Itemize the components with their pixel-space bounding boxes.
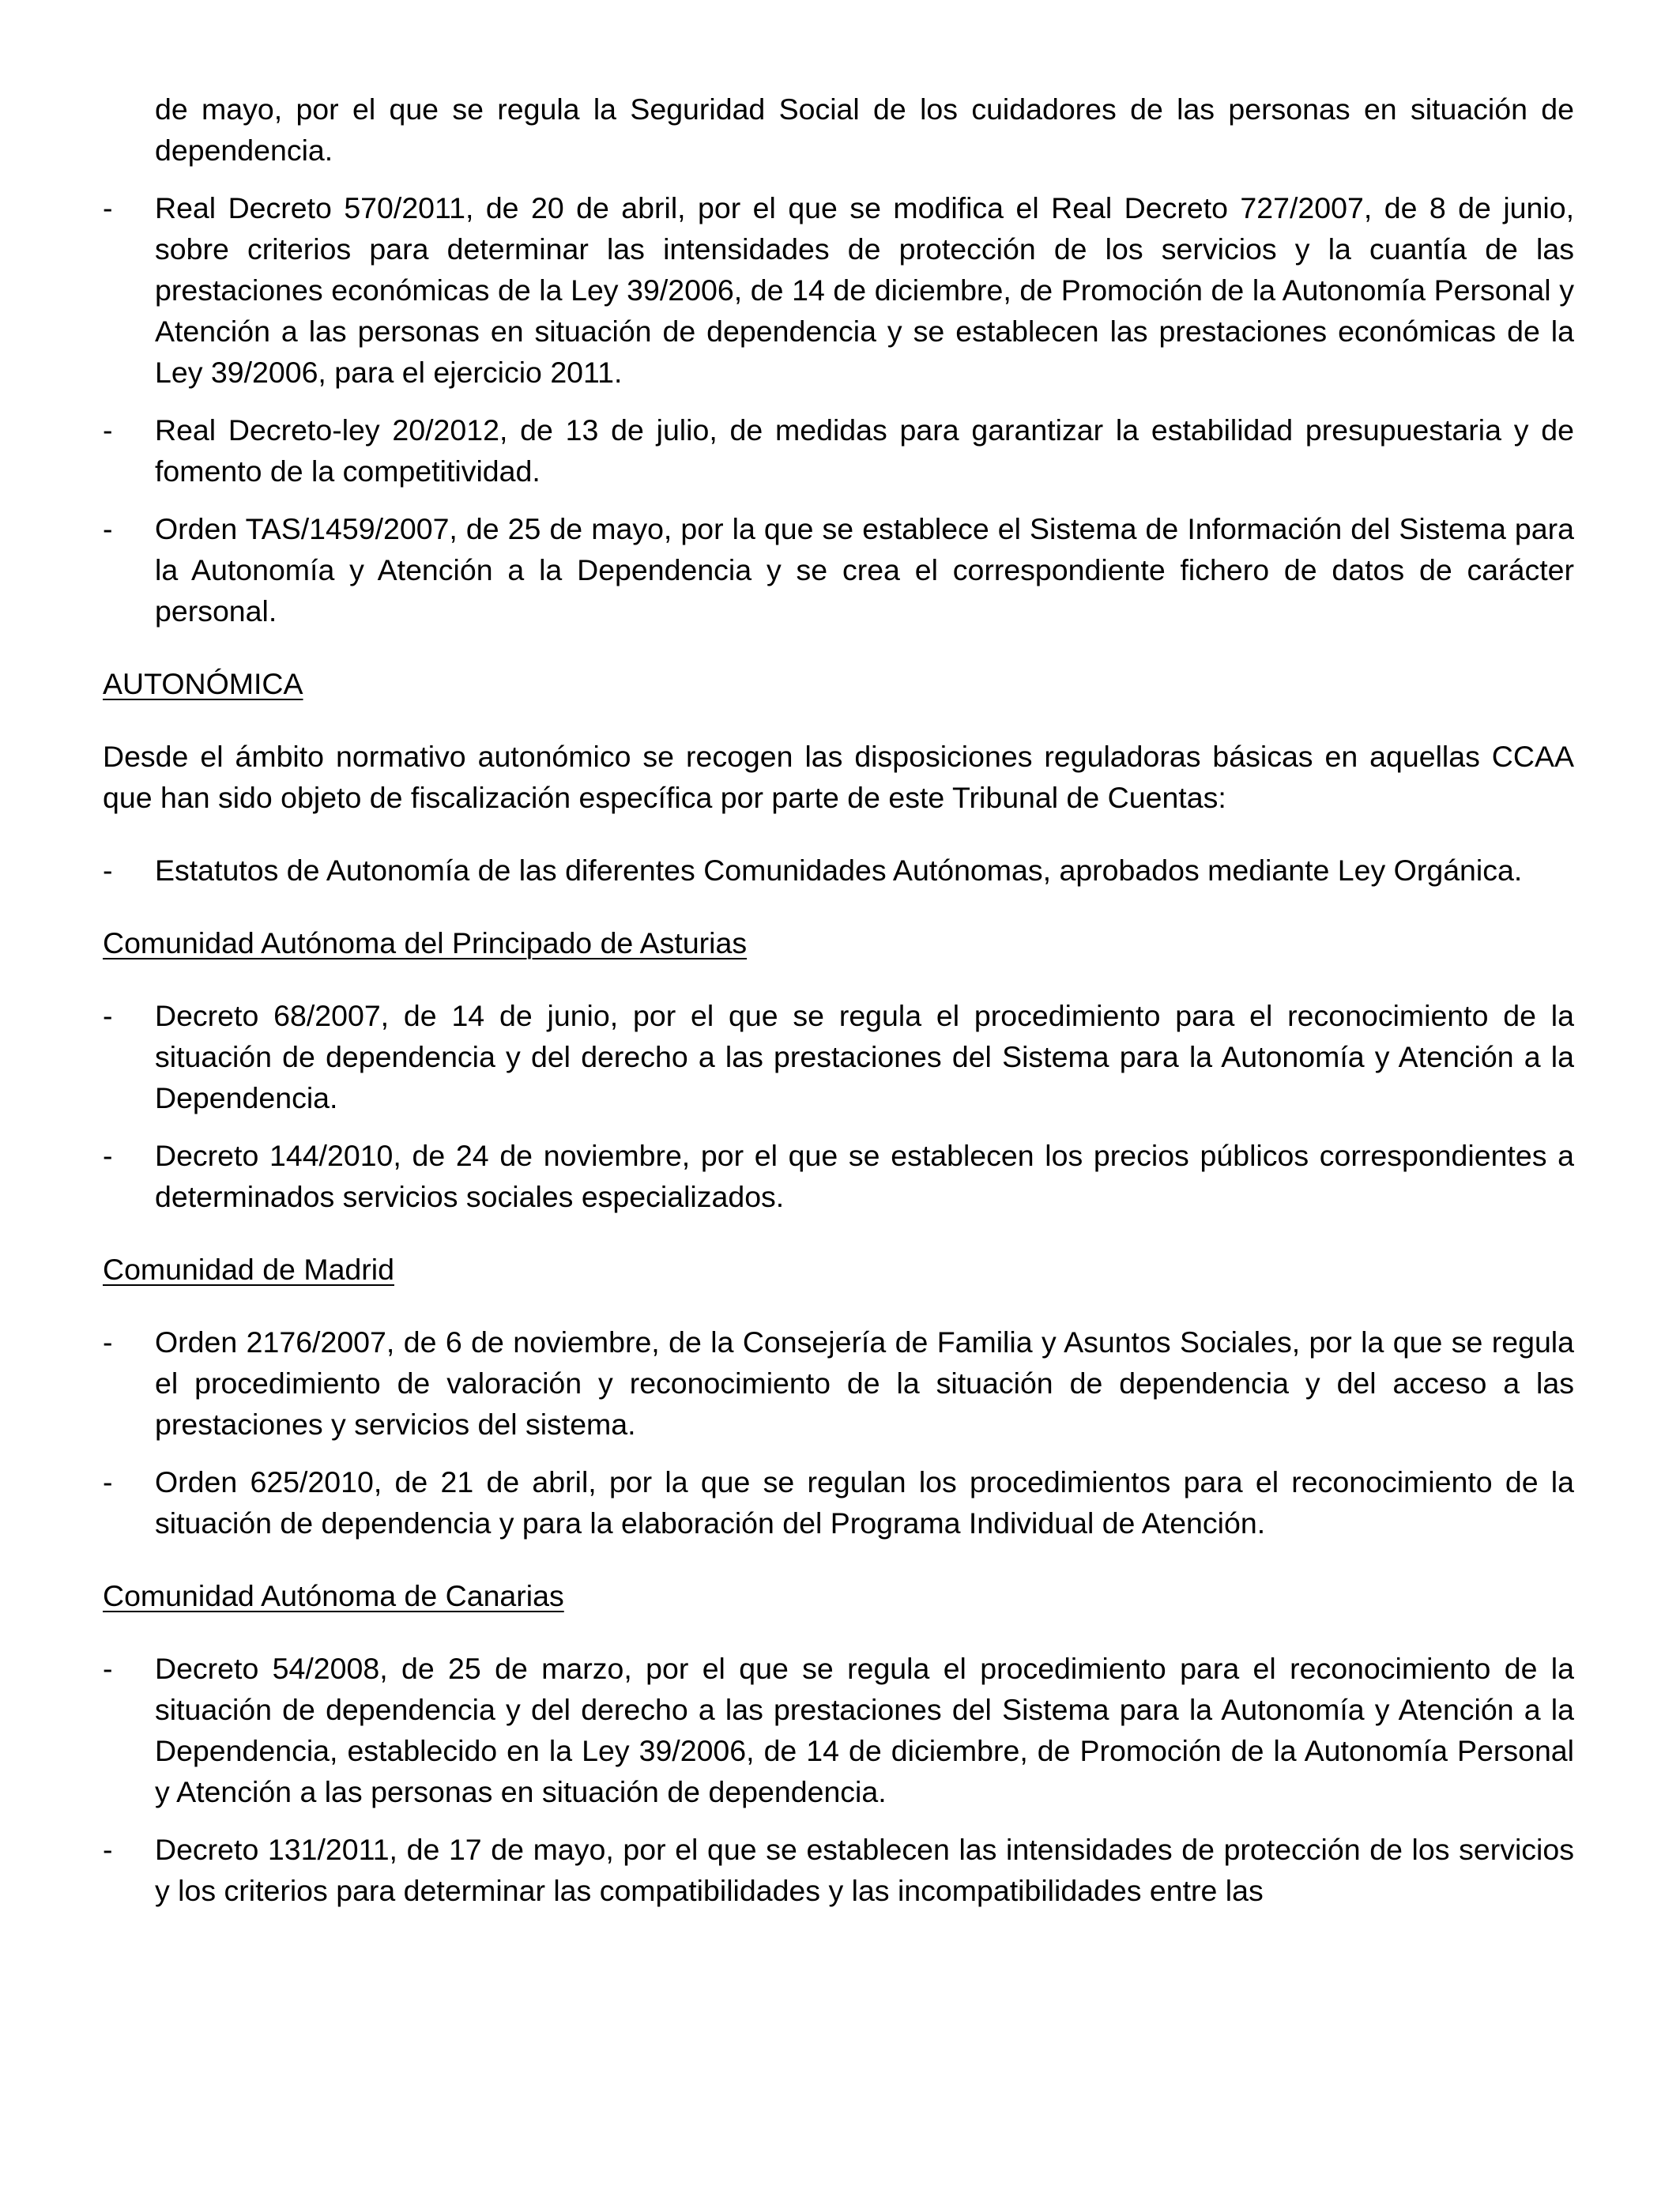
list-item bbox=[103, 1135, 1574, 1217]
bullet-dash: - bbox=[103, 854, 113, 887]
section-heading-asturias: Comunidad Autónoma del Principado de Asturias bbox=[103, 926, 748, 959]
bullet-dash: - bbox=[103, 512, 113, 545]
bullet-dash: - bbox=[103, 1465, 113, 1498]
list-item bbox=[103, 508, 1574, 631]
list-item-text: Decreto 54/2008, de 25 de marzo, por el que se regula el procedimiento para el reconocimiento de la situación de dependencia y del derecho a las prestaciones del Sistema para la Autonomía y Atención a la Dependencia, establecido en la Ley 39/2006, de 14 de diciembre, de Promoción de la Autonomía Personal y Atención a las personas en situación de dependencia. bbox=[155, 1652, 1574, 1808]
document-page bbox=[103, 89, 1574, 1911]
list-item-text: Real Decreto 570/2011, de 20 de abril, por el que se modifica el Real Decreto 727/2007, de 8 de junio, sobre criterios para determinar las intensidades de protección de los servicios y la cuantía de las prestaciones económicas de la Ley 39/2006, de 14 de diciembre, de Promoción de la Autonomía Personal y Atención a las personas en situación de dependencia y se establecen las prestaciones económicas de la Ley 39/2006, para el ejercicio 2011. bbox=[155, 191, 1574, 389]
intro-paragraph: Desde el ámbito normativo autonómico se recogen las disposiciones reguladoras básicas en aquellas CCAA que han sido objeto de fiscalización específica por parte de este Tribunal de Cuentas: bbox=[103, 740, 1574, 814]
list-item-text: Orden 2176/2007, de 6 de noviembre, de la Consejería de Familia y Asuntos Sociales, por la que se regula el procedimiento de valoración y reconocimiento de la situación de dependencia y del acceso a las prestaciones y servicios del sistema. bbox=[155, 1325, 1574, 1441]
bullet-dash: - bbox=[103, 413, 113, 447]
list-item-text: Decreto 68/2007, de 14 de junio, por el que se regula el procedimiento para el reconocimiento de la situación de dependencia y del derecho a las prestaciones del Sistema para la Autonomía y Atención a la Dependencia. bbox=[155, 999, 1574, 1114]
list-item bbox=[103, 1648, 1574, 1812]
bullet-dash: - bbox=[103, 999, 113, 1032]
list-item-text: Orden 625/2010, de 21 de abril, por la que se regulan los procedimientos para el reconocimiento de la situación de dependencia y para la elaboración del Programa Individual de Atención. bbox=[155, 1465, 1574, 1540]
bullet-dash: - bbox=[103, 1139, 113, 1172]
bullet-dash: - bbox=[103, 191, 113, 224]
bullet-dash: - bbox=[103, 1325, 113, 1359]
list-item bbox=[103, 1461, 1574, 1544]
list-item-text: Real Decreto-ley 20/2012, de 13 de julio, de medidas para garantizar la estabilidad presupuestaria y de fomento de la competitividad. bbox=[155, 413, 1574, 488]
bullet-dash: - bbox=[103, 1652, 113, 1685]
bullet-dash: - bbox=[103, 1833, 113, 1866]
list-item-text: Orden TAS/1459/2007, de 25 de mayo, por la que se establece el Sistema de Información del Sistema para la Autonomía y Atención a la Dependencia y se crea el correspondiente fichero de datos de carácter personal. bbox=[155, 512, 1574, 628]
section-heading-madrid: Comunidad de Madrid bbox=[103, 1253, 394, 1286]
list-item bbox=[103, 850, 1574, 891]
list-item-text: Decreto 144/2010, de 24 de noviembre, por el que se establecen los precios públicos correspondientes a determinados servicios sociales especializados. bbox=[155, 1139, 1574, 1213]
list-item bbox=[103, 409, 1574, 492]
list-item-text: Estatutos de Autonomía de las diferentes Comunidades Autónomas, aprobados mediante Ley Orgánica. bbox=[155, 854, 1523, 887]
list-item bbox=[103, 1829, 1574, 1911]
section-heading-canarias: Comunidad Autónoma de Canarias bbox=[103, 1579, 564, 1612]
section-heading-autonomica: AUTONÓMICA bbox=[103, 667, 303, 700]
list-item bbox=[103, 187, 1574, 393]
continuation-text: de mayo, por el que se regula la Seguridad Social de los cuidadores de las personas en situación de dependencia. bbox=[155, 92, 1574, 167]
list-item bbox=[103, 995, 1574, 1118]
list-item-text: Decreto 131/2011, de 17 de mayo, por el que se establecen las intensidades de protección de los servicios y los criterios para determinar las compatibilidades y las incompatibilidades entre las bbox=[155, 1833, 1574, 1907]
list-item bbox=[103, 1321, 1574, 1445]
